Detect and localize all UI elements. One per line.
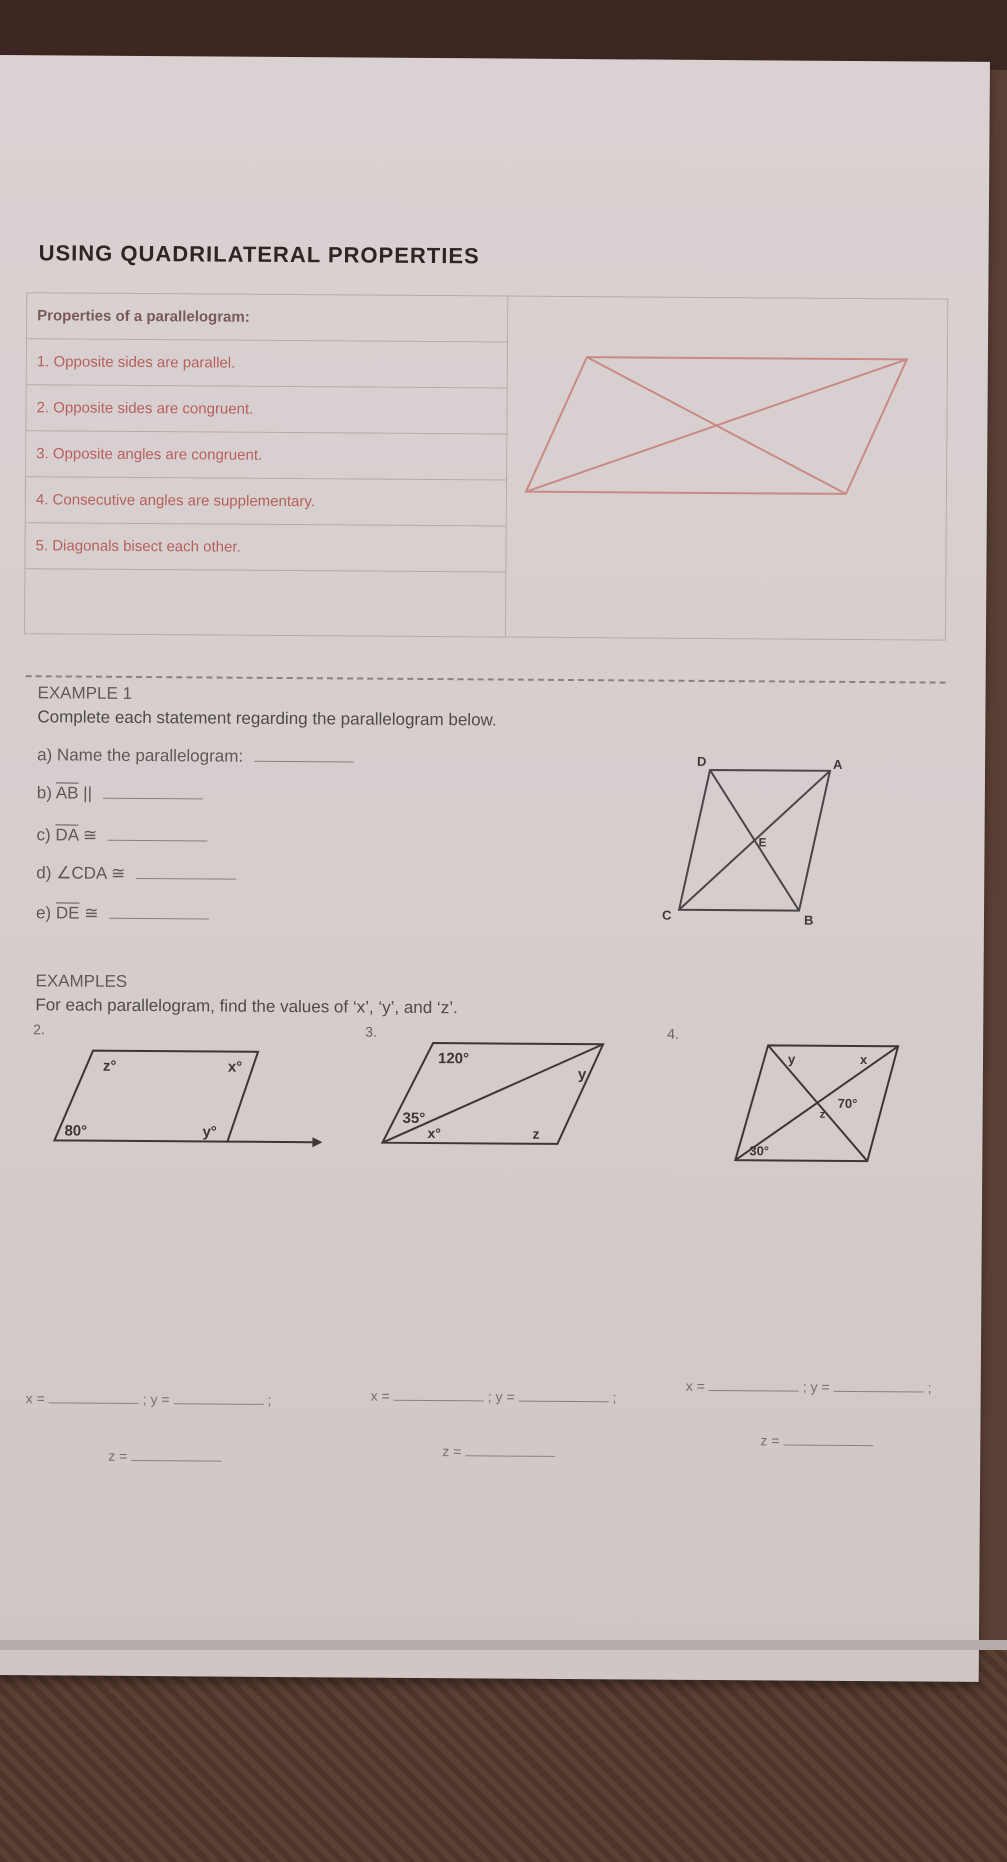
property-item: 4. Consecutive angles are supplementary. [26,477,506,526]
angle-label: z [819,1108,826,1121]
question-d: d) ∠CDA ≅ [36,863,236,884]
property-item: 3. Opposite angles are congruent. [26,431,506,480]
answers-problem3-xy: x = ; y = ; [370,1387,617,1406]
answer-blank[interactable] [519,1389,609,1403]
answers-problem2-xy: x = ; y = ; [25,1390,272,1408]
angle-label: y [577,1066,587,1084]
answer-blank[interactable] [709,1378,799,1392]
property-item: 1. Opposite sides are parallel. [27,339,507,388]
section-divider [26,675,946,683]
angle-label: y° [202,1123,217,1141]
worksheet-title: USING QUADRILATERAL PROPERTIES [38,240,480,269]
answer-blank[interactable] [131,1448,221,1462]
example1-instruction: Complete each statement regarding the parallelogram below. [37,707,497,730]
vertex-b: B [803,912,814,928]
angle-label: 70° [837,1095,858,1112]
angle-label: z° [102,1057,117,1075]
question-b: b) $\overline{AB}$ || [37,783,203,804]
angle-label: 120° [437,1050,470,1068]
angle-label: x° [227,1058,243,1076]
answers-problem3-z: z = [442,1443,559,1460]
answers-problem2-z: z = [108,1448,225,1465]
angle-label: 30° [749,1143,770,1159]
angle-label: x° [427,1125,441,1142]
answers-problem4-z: z = [760,1432,877,1449]
answer-blank[interactable] [109,904,209,920]
examples-heading: EXAMPLES [35,971,128,991]
answer-blank[interactable] [465,1443,555,1457]
answer-blank[interactable] [254,747,354,763]
answer-blank[interactable] [136,864,236,880]
carpet-background [0,1650,1007,1862]
properties-header: Properties of a parallelogram: [27,293,507,342]
arrow-icon [312,1137,322,1147]
property-item: 5. Diagonals bisect each other. [25,523,505,572]
properties-list [25,293,508,636]
angle-label: y [787,1051,796,1067]
problem2-diagram [42,1035,333,1157]
answer-blank[interactable] [49,1390,139,1404]
answer-blank[interactable] [103,784,203,800]
angle-label: z [532,1125,540,1142]
extended-side [227,1142,312,1143]
problem-number: 2. [33,1021,45,1038]
property-item: 2. Opposite sides are congruent. [26,385,506,434]
angle-label: x [859,1052,868,1068]
angle-label: 35° [402,1109,426,1127]
answers-problem4-xy: x = ; y = ; [685,1377,932,1396]
problem4-diagram [727,1035,908,1171]
answer-blank[interactable] [174,1391,264,1405]
diagonal-ac [679,770,830,911]
paper-bottom-edge [0,1640,1007,1650]
question-a: a) Name the parallelogram: [37,745,354,767]
example1-diagram [654,750,855,931]
question-e: e) $\overline{DE}$ ≅ [36,903,209,924]
answer-blank[interactable] [783,1433,873,1447]
answer-blank[interactable] [834,1379,924,1393]
problem-number: 3. [365,1023,377,1040]
parallelogram-diagram [516,337,937,520]
examples-instruction: For each parallelogram, find the values of ‘x’, ‘y’, and ‘z’. [35,995,458,1018]
answer-blank[interactable] [394,1388,484,1402]
vertex-c: C [661,907,672,923]
angle-label: 80° [64,1122,88,1140]
vertex-a: A [833,756,843,772]
properties-table [24,292,948,640]
vertex-d: D [697,753,707,769]
diagonal [526,357,907,495]
question-c: c) $\overline{DA}$ ≅ [36,825,207,846]
vertex-e: E [758,835,767,850]
problem3-diagram [377,1033,618,1160]
answer-blank[interactable] [108,826,208,842]
problem-number: 4. [667,1025,679,1042]
worksheet-paper [0,55,990,1682]
diagonal [382,1043,603,1145]
example1-heading: EXAMPLE 1 [37,683,133,703]
